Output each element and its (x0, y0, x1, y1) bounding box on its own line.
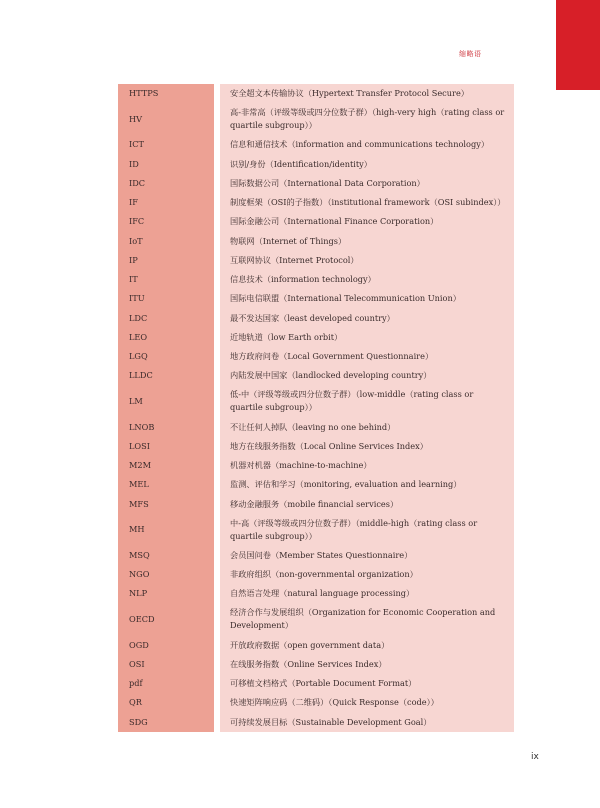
definition-cell: 识别/身份（Identification/identity） (220, 155, 514, 174)
definition-cell: 物联网（Internet of Things） (220, 232, 514, 251)
definition-cell: 会员国问卷（Member States Questionnaire） (220, 546, 514, 565)
glossary-row (118, 437, 514, 456)
glossary-row (118, 655, 514, 674)
glossary-row (118, 155, 514, 174)
definition-cell: 不让任何人掉队（leaving no one behind） (220, 417, 514, 436)
abbreviation-cell: LEO (118, 328, 214, 347)
glossary-row (118, 456, 514, 475)
abbreviation-cell: MH (118, 514, 214, 546)
corner-color-tab (556, 0, 600, 90)
definition-cell: 内陆发展中国家（landlocked developing country） (220, 366, 514, 385)
definition-cell: 非政府组织（non-governmental organization） (220, 565, 514, 584)
abbreviation-cell: LNOB (118, 417, 214, 436)
abbreviation-cell: IT (118, 270, 214, 289)
glossary-row (118, 174, 514, 193)
glossary-row (118, 84, 514, 103)
abbreviation-cell: LLDC (118, 366, 214, 385)
definition-cell: 在线服务指数（Online Services Index） (220, 655, 514, 674)
definition-cell: 可持续发展目标（Sustainable Development Goal） (220, 712, 514, 732)
glossary-row (118, 603, 514, 635)
abbreviation-cell: HV (118, 103, 214, 135)
abbreviation-cell: LDC (118, 308, 214, 327)
definition-cell: 高-非常高（评级等级或四分位数子群）（high-very high（rating class or quartile subgroup）） (220, 103, 514, 135)
glossary-row (118, 475, 514, 494)
definition-cell: 地方政府问卷（Local Government Questionnaire） (220, 347, 514, 366)
definition-cell: 自然语言处理（natural language processing） (220, 584, 514, 603)
glossary-row (118, 494, 514, 513)
definition-cell: 互联网协议（Internet Protocol） (220, 251, 514, 270)
definition-cell: 机器对机器（machine-to-machine） (220, 456, 514, 475)
definition-cell: 中-高（评级等级或四分位数子群）（middle-high（rating class or quartile subgroup）） (220, 514, 514, 546)
abbreviation-cell: IDC (118, 174, 214, 193)
definition-cell: 可移植文档格式（Portable Document Format） (220, 674, 514, 693)
abbreviation-cell: ID (118, 155, 214, 174)
page-number: ix (531, 752, 539, 762)
definition-cell: 地方在线服务指数（Local Online Services Index） (220, 437, 514, 456)
glossary-row (118, 693, 514, 712)
definition-cell: 开放政府数据（open government data） (220, 636, 514, 655)
abbreviation-cell: IP (118, 251, 214, 270)
glossary-row (118, 636, 514, 655)
definition-cell: 信息技术（information technology） (220, 270, 514, 289)
glossary-row (118, 546, 514, 565)
glossary-row (118, 270, 514, 289)
glossary-row (118, 385, 514, 417)
abbreviation-cell: OECD (118, 603, 214, 635)
abbreviation-cell: IF (118, 193, 214, 212)
definition-cell: 最不发达国家（least developed country） (220, 308, 514, 327)
abbreviation-cell: LM (118, 385, 214, 417)
abbreviation-cell: NLP (118, 584, 214, 603)
glossary-row (118, 347, 514, 366)
glossary-row (118, 193, 514, 212)
abbreviation-table (118, 84, 514, 732)
abbreviation-cell: NGO (118, 565, 214, 584)
abbreviation-cell: IFC (118, 212, 214, 231)
abbreviation-cell: HTTPS (118, 84, 214, 103)
glossary-row (118, 366, 514, 385)
abbreviation-cell: MSQ (118, 546, 214, 565)
glossary-row (118, 135, 514, 154)
definition-cell: 移动金融服务（mobile financial services） (220, 494, 514, 513)
glossary-row (118, 712, 514, 732)
glossary-row (118, 328, 514, 347)
abbreviation-cell: LGQ (118, 347, 214, 366)
abbreviation-cell: IoT (118, 232, 214, 251)
glossary-row (118, 584, 514, 603)
abbreviation-cell: SDG (118, 712, 214, 732)
definition-cell: 国际电信联盟（International Telecommunication Union） (220, 289, 514, 308)
abbreviation-cell: ICT (118, 135, 214, 154)
glossary-row (118, 308, 514, 327)
definition-cell: 快速矩阵响应码（二维码）（Quick Response（code）） (220, 693, 514, 712)
abbreviation-cell: pdf (118, 674, 214, 693)
definition-cell: 低-中（评级等级或四分位数子群）（low-middle（rating class or quartile subgroup）） (220, 385, 514, 417)
definition-cell: 经济合作与发展组织（Organization for Economic Cooperation and Development） (220, 603, 514, 635)
abbreviation-cell: OGD (118, 636, 214, 655)
definition-cell: 近地轨道（low Earth orbit） (220, 328, 514, 347)
glossary-row (118, 289, 514, 308)
definition-cell: 信息和通信技术（information and communications technology） (220, 135, 514, 154)
abbreviation-cell: OSI (118, 655, 214, 674)
abbreviation-cell: M2M (118, 456, 214, 475)
definition-cell: 监测、评估和学习（monitoring, evaluation and learning） (220, 475, 514, 494)
glossary-row (118, 212, 514, 231)
abbreviation-cell: QR (118, 693, 214, 712)
glossary-row (118, 417, 514, 436)
definition-cell: 国际数据公司（International Data Corporation） (220, 174, 514, 193)
glossary-row (118, 514, 514, 546)
abbreviation-cell: LOSI (118, 437, 214, 456)
abbreviation-cell: MEL (118, 475, 214, 494)
glossary-row (118, 565, 514, 584)
glossary-row (118, 674, 514, 693)
definition-cell: 制度框架（OSI的子指数）（institutional framework（OSI subindex）） (220, 193, 514, 212)
abbreviation-cell: MFS (118, 494, 214, 513)
definition-cell: 安全超文本传输协议（Hypertext Transfer Protocol Secure） (220, 84, 514, 103)
glossary-row (118, 232, 514, 251)
glossary-row (118, 103, 514, 135)
definition-cell: 国际金融公司（International Finance Corporation） (220, 212, 514, 231)
glossary-row (118, 251, 514, 270)
abbreviation-cell: ITU (118, 289, 214, 308)
section-label: 缩略语 (459, 50, 482, 58)
